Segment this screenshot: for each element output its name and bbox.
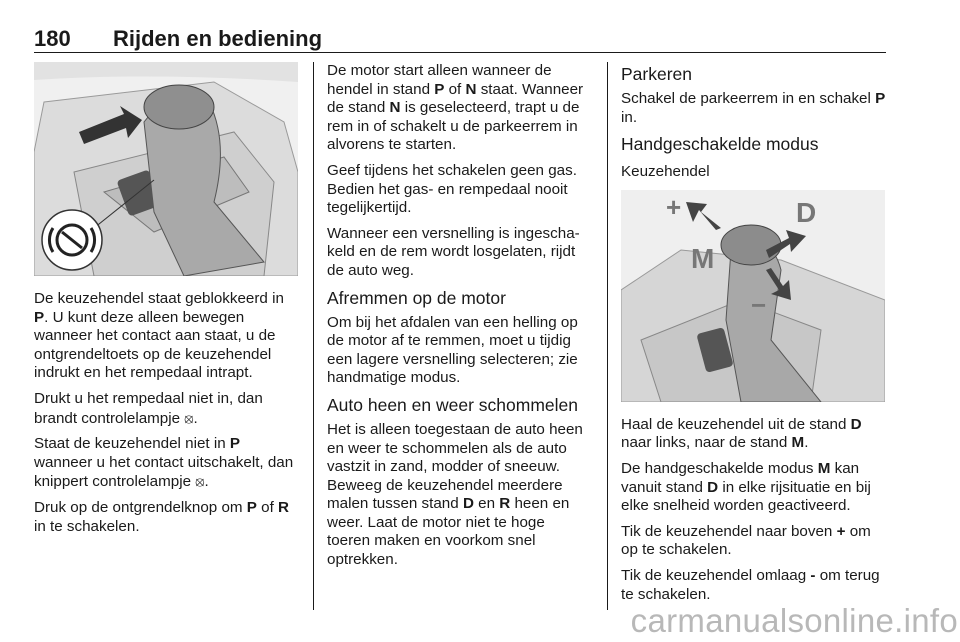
column-1	[34, 62, 298, 543]
paragraph: De handgeschakelde modus M kan vanuit stand D in elke rijsituatie en bij elke snelheid worden geactiveerd.	[621, 459, 871, 515]
section-heading: Parkeren	[621, 64, 693, 84]
column-2	[327, 62, 591, 577]
brake-warning-icon: ⦻	[195, 473, 205, 490]
paragraph: Om bij het afdalen van een helling op de motor af te remmen, moet u tijdig een lagere versnelling selecteren; zie handmatige modus.	[327, 313, 578, 387]
paragraph: Druk op de ontgrendelknop om P of R in te schakelen.	[34, 498, 289, 535]
section-heading: Afremmen op de motor	[327, 287, 506, 308]
paragraph: Tik de keuzehendel naar boven + om op te schakelen.	[621, 522, 871, 559]
page-number: 180	[34, 26, 71, 51]
plus-label: +	[666, 191, 682, 222]
paragraph: Geef tijdens het schakelen geen gas. Bedien het gas- en rempedaal nooit tegelijkertijd.	[327, 161, 577, 217]
section-heading: Handgeschakelde modus	[621, 134, 819, 155]
paragraph: De motor start alleen wanneer de hendel in stand P of N staat. Wanneer de stand N is geselecteerd, trapt u de rem in of schakelt u de parkeerrem in alvorens te starten.	[327, 62, 584, 154]
section-heading: Auto heen en weer schommelen	[327, 394, 578, 415]
paragraph: Wanneer een versnelling is ingeschakeld en de rem wordt losgelaten, rijdt de auto weg.	[327, 224, 580, 279]
column-divider	[313, 62, 314, 610]
paragraph: Haal de keuzehendel uit de stand D naar links, naar de stand M.	[621, 415, 862, 452]
paragraph: Staat de keuzehendel niet in P wanneer u het contact uitschakelt, dan knippert controlelampje ⦻.	[34, 435, 294, 491]
brake-warning-icon: ⦻	[184, 409, 194, 426]
paragraph: Schakel de parkeerrem in en schakel P in.	[621, 90, 886, 126]
chapter-title: Rijden en bediening	[113, 26, 323, 51]
subsection-heading: Keuzehendel	[621, 163, 710, 181]
column-divider	[607, 62, 608, 610]
paragraph: Drukt u het rempedaal niet in, dan brandt controlelampje ⦻.	[34, 389, 263, 427]
paragraph: Tik de keuzehendel omlaag - om terug te schakelen.	[621, 566, 880, 603]
paragraph: De keuzehendel staat geblokkeerd in P. U kunt deze alleen bewegen wanneer het contact aan staat, u de ontgrendeltoets op de keuzehendel indrukt en het rempedaal intrapt.	[34, 290, 284, 382]
minus-label: −	[751, 289, 767, 320]
manual-label: M	[691, 242, 715, 274]
watermark: carmanualsonline.info	[630, 602, 958, 639]
page-header	[34, 22, 886, 53]
gear-selector-lock-illustration	[34, 62, 298, 276]
column-3	[621, 62, 887, 611]
paragraph: Het is alleen toegestaan de auto heen en weer te schommelen als de auto vastzit in zand, modder of sneeuw. Beweeg de keuzehendel meerdere malen tussen stand D en R heen en weer. Laat de motor niet te hoge toeren maken en voorkom snel optrekken.	[327, 420, 583, 569]
manual-mode-illustration	[621, 190, 885, 402]
drive-label: D	[796, 196, 817, 228]
